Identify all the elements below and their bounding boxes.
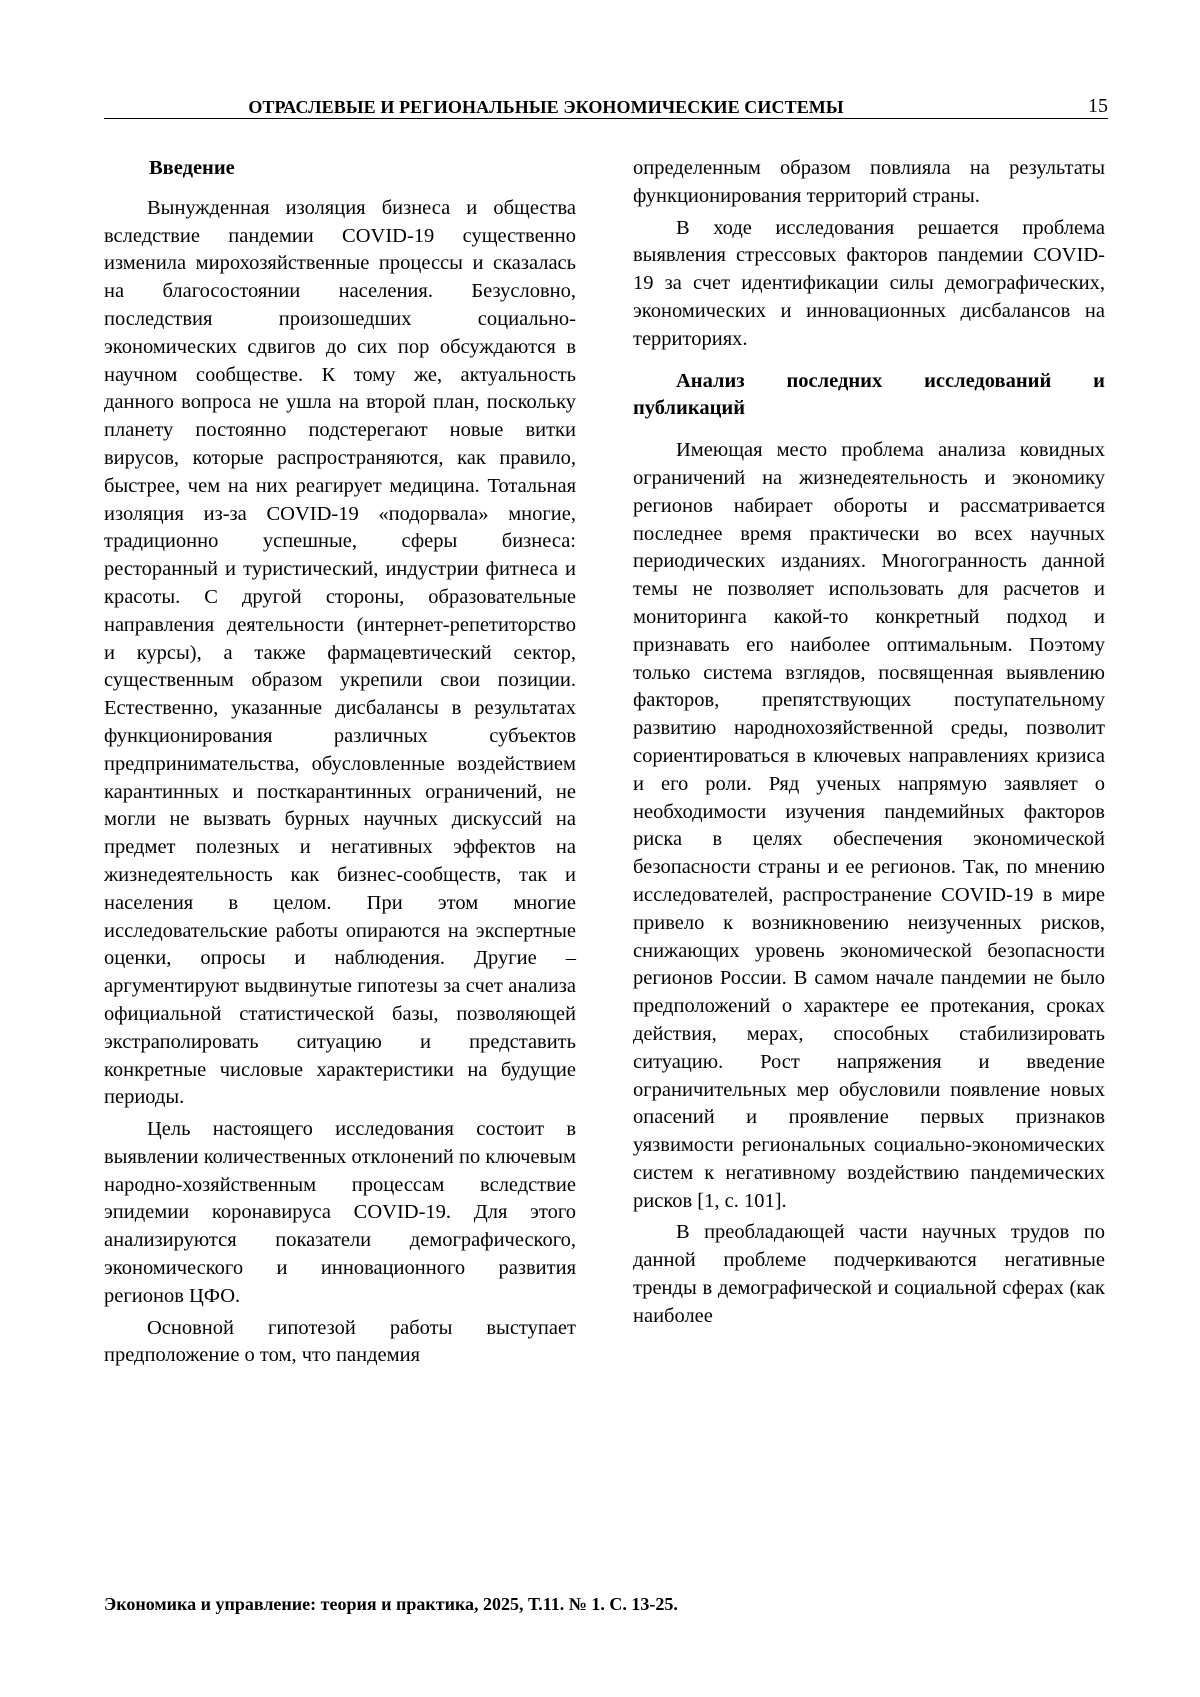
header-rule [104, 118, 1108, 119]
paragraph-hypothesis-continued: определенным образом повлияла на результаты функционирования территорий страны. [633, 157, 1105, 207]
paragraph-literature-review: Имеющая место проблема анализа ковидных ограничений на жизнедеятельность и экономику регионов набирает обороты и рассматривается последнее время практически во всех научных периодических изданиях. Многогранность данной темы не позволяет использовать для расчетов и мониторинга какой-то конкретный подход и признавать его наиболее оптимальным. Поэтому только система взглядов, посвященная выявлению факторов, препятствующих поступательному развитию народнохозяйственной среды, позволит сориентироваться в ключевых направлениях кризиса и его роли. Ряд ученых напрямую заявляет о необходимости изучения пандемийных факторов риска в целях обеспечения экономической безопасности страны и ее регионов. Так, по мнению исследователей, распространение COVID-19 в мире привело к возникновению неизученных рисков, снижающих уровень экономической безопасности регионов России. В самом начале пандемии не было предположений о характере ее протекания, сроках действия, мерах, способных стабилизировать ситуацию. Рост напряжения и введение ограничительных мер обусловили появление новых опасений и проявление первых признаков уязвимости региональных социально-экономических систем к негативному воздействию пандемических рисков [1, с. 101]. [633, 439, 1105, 1212]
paragraph-negative-trends: В преобладающей части научных трудов по данной проблеме подчеркиваются негативные тренды в демографической и социальной сферах (как наиболее [633, 1221, 1105, 1327]
section-title: ОТРАСЛЕВЫЕ И РЕГИОНАЛЬНЫЕ ЭКОНОМИЧЕСКИЕ СИСТЕМЫ [248, 97, 844, 117]
paragraph-introduction: Вынужденная изоляция бизнеса и общества вследствие пандемии COVID-19 существенно изменила мирохозяйственные процессы и сказалась на благосостоянии населения. Безусловно, последствия произошедших социально-экономических сдвигов до сих пор обсуждаются в научном сообществе. К тому же, актуальность данного вопроса не ушла на второй план, поскольку планету постоянно подстерегают новые витки вирусов, которые распространяются, как правило, быстрее, чем на них реагирует медицина. Тотальная изоляция из-за COVID-19 «подорвала» многие, традиционно успешные, сферы бизнеса: ресторанный и туристический, индустрии фитнеса и красоты. С другой стороны, образовательные направления деятельности (интернет-репетиторство и курсы), а также фармацевтический сектор, существенным образом укрепили свои позиции. Естественно, указанные дисбалансы в результатах функционирования различных субъектов предпринимательства, обусловленные воздействием карантинных и посткарантинных ограничений, не могли не вызвать бурных научных дискуссий на предмет полезных и негативных эффектов на жизнедеятельность как бизнес-сообществ, так и населения в целом. При этом многие исследовательские работы опираются на экспертные оценки, опросы и наблюдения. Другие – аргументируют выдвинутые гипотезы за счет анализа официальной статистической базы, позволяющей экстраполировать ситуацию и представить конкретные числовые характеристики на будущие периоды. [104, 196, 576, 1109]
page-number: 15 [1088, 95, 1108, 117]
left-column [104, 155, 576, 1370]
journal-citation: Экономика и управление: теория и практика, 2025, Т.11. № 1. С. 13-25. [104, 1594, 678, 1614]
section-heading-literature-review: Анализ последних исследований и публикаций [633, 369, 1105, 420]
paragraph-goal: Цель настоящего исследования состоит в выявлении количественных отклонений по ключевым народно-хозяйственным процессам вследствие эпидемии коронавируса COVID-19. Для этого анализируются показатели демографического, экономического и инновационного развития регионов ЦФО. [104, 1118, 576, 1307]
paragraph-research-problem: В ходе исследования решается проблема выявления стрессовых факторов пандемии COVID-19 за счет идентификации силы демографических, экономических и инновационных дисбалансов на территориях. [633, 216, 1105, 350]
paragraph-hypothesis: Основной гипотезой работы выступает предположение о том, что пандемия [104, 1316, 576, 1367]
right-column [633, 155, 1105, 1331]
section-heading-introduction: Введение [149, 157, 235, 179]
